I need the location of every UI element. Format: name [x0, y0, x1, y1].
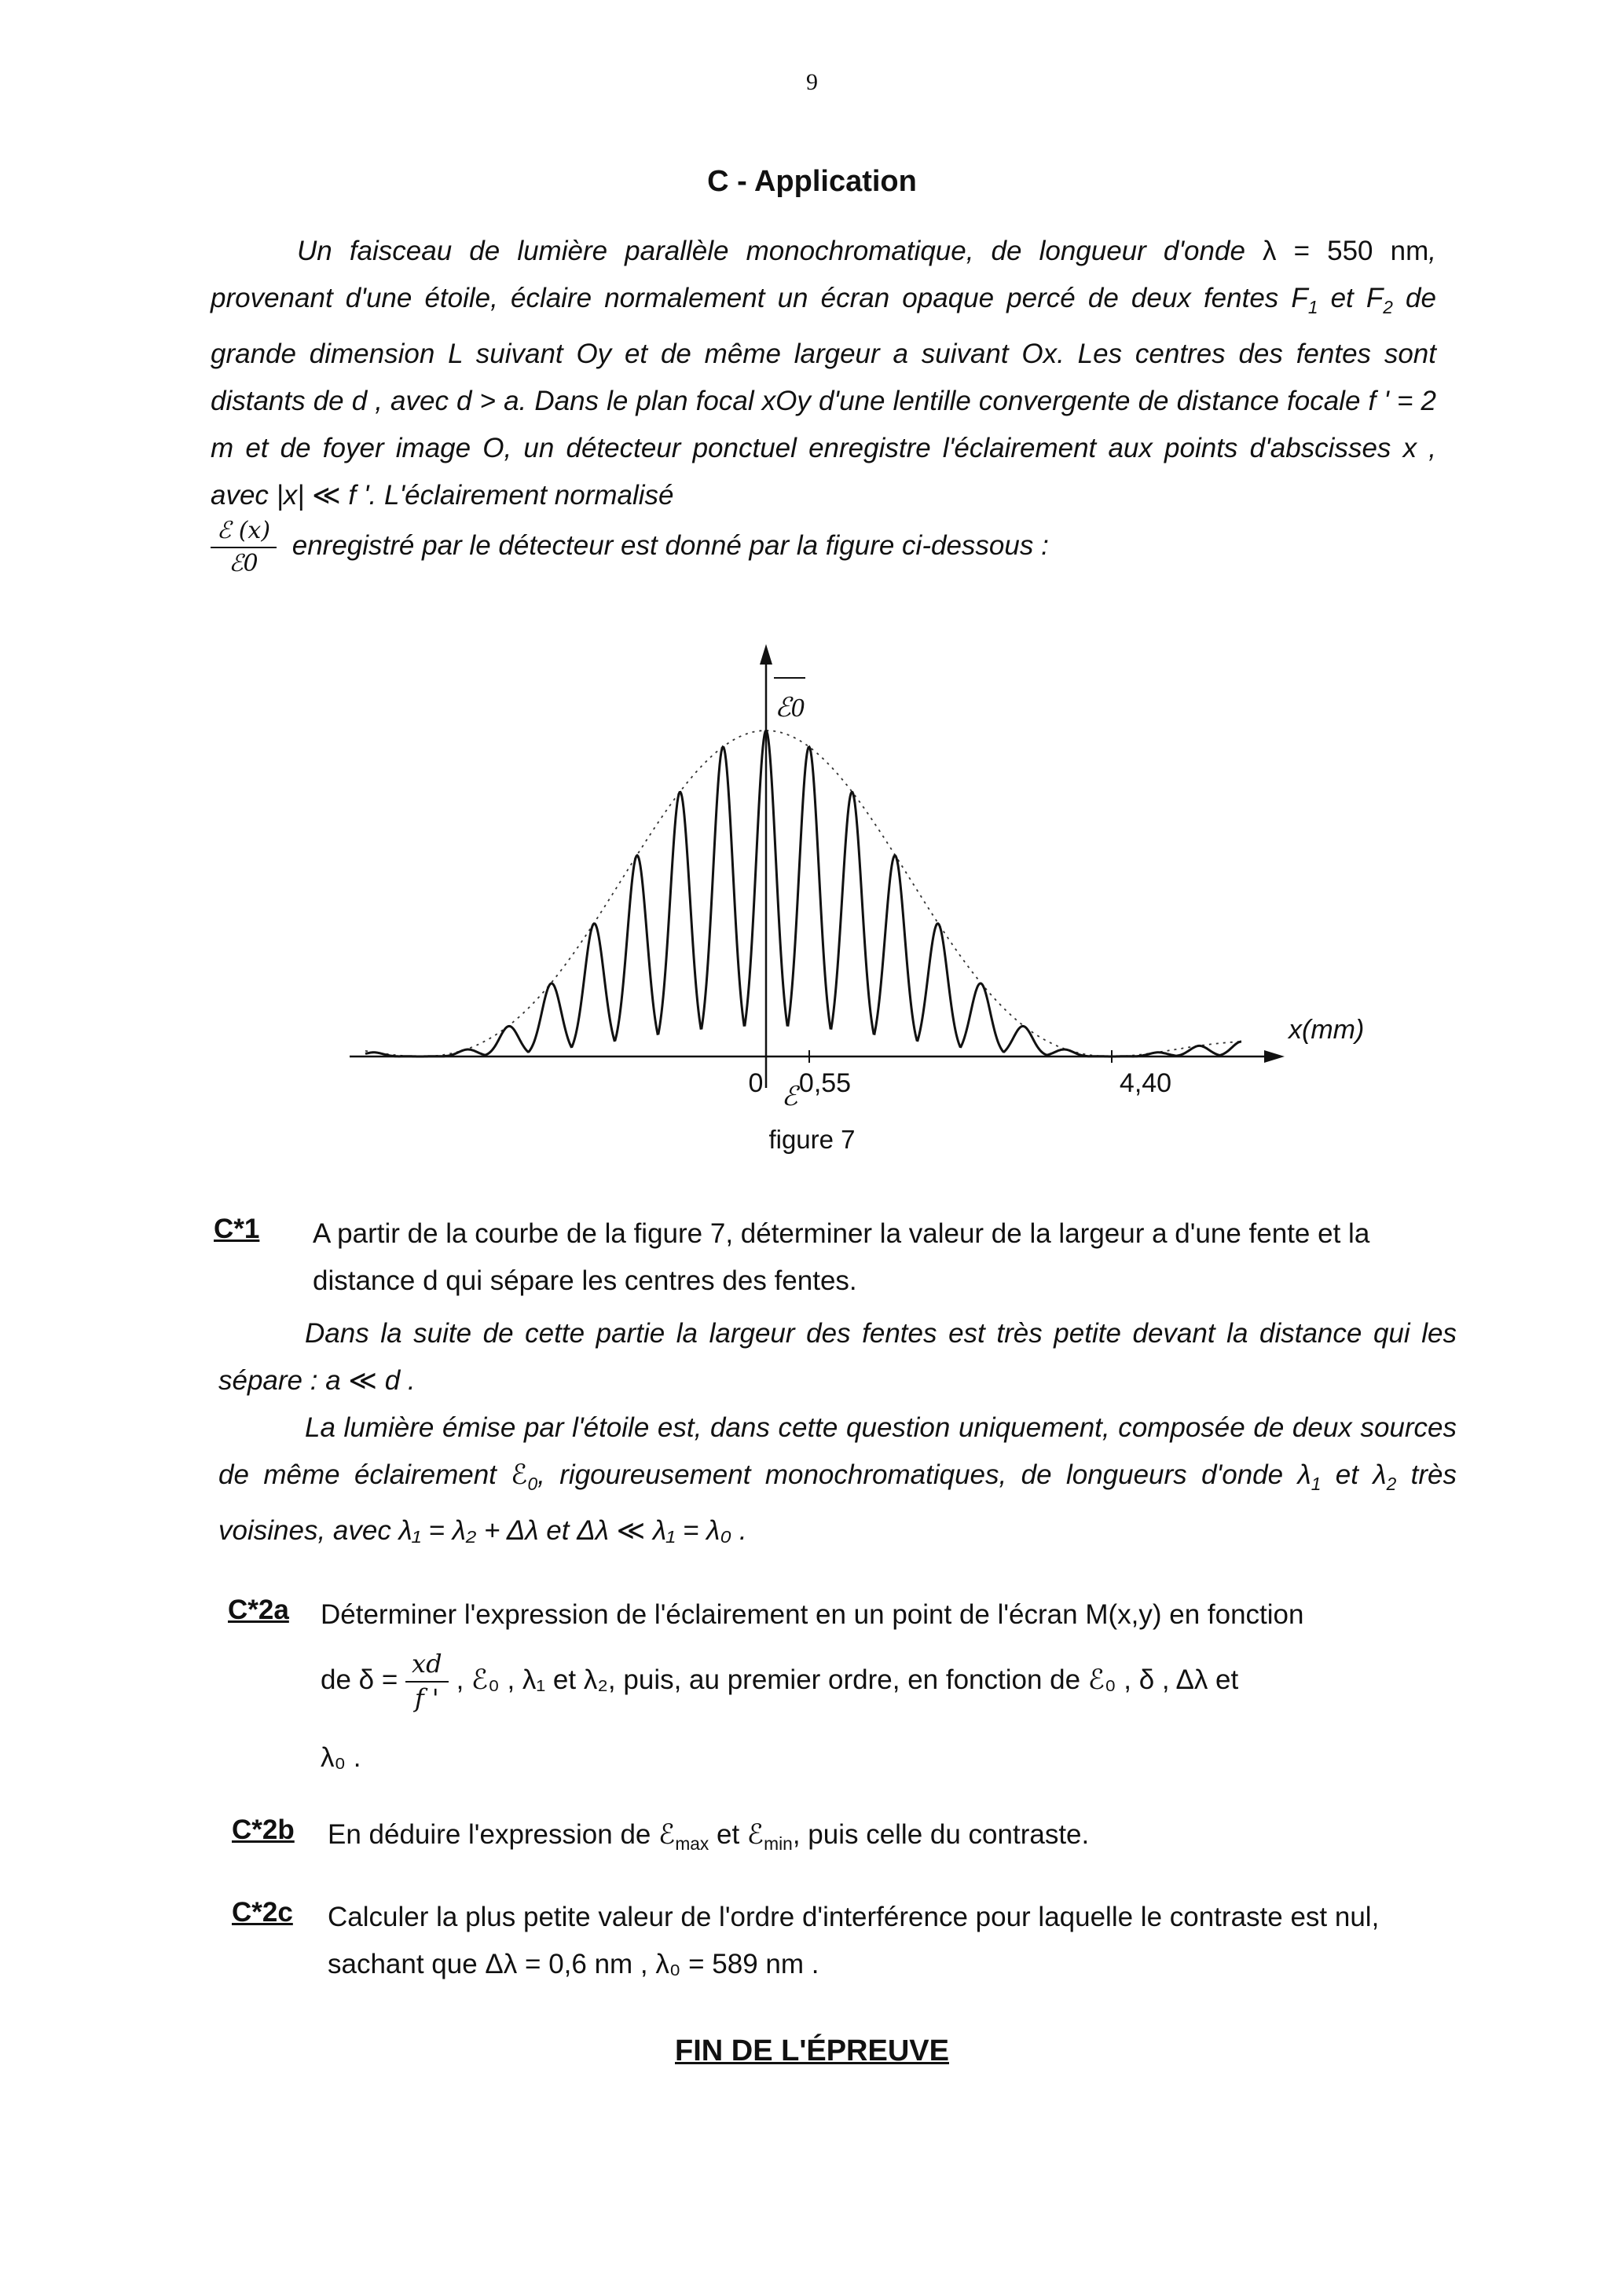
question-c1-label: C*1: [214, 1214, 260, 1244]
max-subscript: max: [675, 1833, 709, 1854]
f1-subscript: 1: [1307, 297, 1318, 317]
figure-caption: figure 7: [768, 1125, 856, 1154]
intro-text-1: Un faisceau de lumière parallèle monochromatique, de longueur d'onde: [297, 236, 1263, 266]
page-number: 9: [806, 69, 818, 95]
intro-text-2: , provenant d'une étoile, éclaire normalement un écran opaque percé de deux fentes F: [211, 236, 1436, 313]
intro-text-5: enregistré par le détecteur est donné par la figure ci-dessous :: [284, 529, 1049, 561]
tick-label-4-40: 4,40: [1119, 1068, 1172, 1098]
delta-fraction-denominator: f ': [414, 1683, 439, 1713]
y-axis-arrow: [760, 644, 772, 665]
two-sources-text-b: , rigoureusement monochromatiques, de longueurs d'onde λ: [537, 1459, 1311, 1490]
x-axis-label: x(mm): [1289, 1015, 1365, 1045]
section-title: C - Application: [707, 165, 917, 198]
question-c2b-label: C*2b: [232, 1814, 295, 1845]
question-c2a-line3: λ₀ .: [321, 1742, 361, 1773]
question-c2a-label: C*2a: [228, 1595, 289, 1625]
wavelength-value: λ = 550 nm: [1263, 236, 1429, 266]
fraction-denominator: ℰ0: [229, 549, 258, 577]
lambda2-subscript: 2: [1386, 1474, 1397, 1494]
interference-curve: [365, 731, 1241, 1056]
question-c2a-line2: [321, 1651, 1476, 1712]
e0-subscript: 0: [527, 1474, 538, 1494]
question-c2c-label: C*2c: [232, 1897, 293, 1928]
two-sources-text-c: et λ: [1321, 1459, 1387, 1490]
two-sources-text-a: La lumière émise par l'étoile est, dans cette question uniquement, composée de deux sources de même éclairement ℰ: [218, 1412, 1457, 1490]
tick-label-0-55: 0,55: [798, 1068, 852, 1098]
end-of-exam: FIN DE L'ÉPREUVE: [675, 2034, 949, 2067]
fraction-numerator: ℰ (x): [211, 518, 277, 548]
figure-7-chart: [267, 628, 1414, 1131]
x-axis-arrow: [1264, 1050, 1285, 1063]
question-c2c-text: Calculer la plus petite valeur de l'ordre d'interférence pour laquelle le contraste est nul, sachant que Δλ = 0,6 nm , λ₀ = 589 nm .: [328, 1902, 1380, 1979]
question-c2a-line1: Déterminer l'expression de l'éclairement en un point de l'écran M(x,y) en fonction: [321, 1599, 1304, 1630]
origin-label: 0: [748, 1068, 764, 1098]
intro-text-4: de grande dimension L suivant Oy et de même largeur a suivant Ox. Les centres des fentes sont distants de d , avec d > a. Dans le plan focal xOy d'une lentille convergente de distance focale f ' = 2 m et de foyer image O, un détecteur ponctuel enregistre l'éclairement aux points d'abscisses x , avec |x| ≪ f '. L'éclairement normalisé: [211, 283, 1436, 511]
intro-text-3: et F: [1318, 283, 1384, 313]
assumption-paragraph: Dans la suite de cette partie la largeur des fentes est très petite devant la distance qui les sépare : a ≪ d .: [218, 1318, 1457, 1396]
two-sources-text-d: très voisines, avec λ₁ = λ₂ + Δλ et Δλ ≪ λ₁ = λ₀ .: [218, 1459, 1457, 1546]
question-c2b-text: [328, 1811, 1475, 1867]
delta-fraction: [405, 1651, 449, 1712]
delta-fraction-numerator: xd: [405, 1651, 449, 1683]
chart-layer: [350, 644, 1285, 1088]
intro-paragraph: [211, 228, 1436, 519]
question-c2a-de: de δ =: [321, 1664, 406, 1695]
y-axis-label-denominator: ℰ0: [775, 694, 805, 723]
min-subscript: min: [764, 1833, 793, 1854]
y-axis-label-numerator: ℰ: [781, 1082, 798, 1111]
question-c2b-text-b: et ℰ: [709, 1819, 764, 1850]
question-c2a-line2-text: , ℰ₀ , λ₁ et λ₂, puis, au premier ordre, en fonction de ℰ₀ , δ , Δλ et: [456, 1664, 1239, 1695]
question-c2b-text-a: En déduire l'expression de ℰ: [328, 1819, 676, 1850]
question-c2b-text-c: , puis celle du contraste.: [792, 1819, 1090, 1850]
two-sources-paragraph: [218, 1404, 1457, 1554]
lambda1-subscript: 1: [1311, 1474, 1322, 1494]
normalized-illuminance-fraction: [211, 518, 277, 576]
question-c1-text: A partir de la courbe de la figure 7, déterminer la valeur de la largeur a d'une fente et la distance d qui sépare les centres des fentes.: [313, 1218, 1370, 1296]
f2-subscript: 2: [1383, 297, 1393, 317]
normalized-illuminance-line: [211, 518, 1436, 576]
